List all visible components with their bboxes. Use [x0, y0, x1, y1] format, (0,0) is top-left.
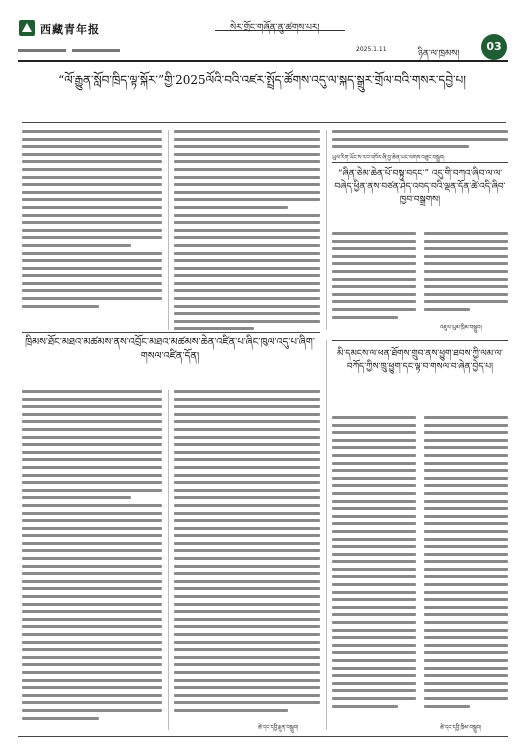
text-line	[424, 598, 508, 601]
text-line	[424, 613, 508, 616]
text-line	[22, 489, 162, 492]
article-column-1-bottom	[22, 390, 162, 724]
text-line	[424, 583, 508, 586]
page-bottom-rule	[18, 736, 508, 737]
text-line	[22, 443, 162, 446]
text-line	[424, 416, 508, 419]
text-line	[424, 591, 508, 594]
text-line	[22, 641, 162, 644]
text-line	[22, 648, 162, 651]
text-line	[332, 636, 416, 639]
text-line	[332, 515, 416, 518]
newspaper-logo-icon	[18, 19, 36, 37]
right-caption: ཡུལ་རིག་ཡོང་ས་རབ་འཁོར་ཞི་བྱ་ཆེན་ཡང་ལགས་འཐུང་བསྒྲུབ།	[332, 155, 445, 161]
right-headline-bottom-text: མི་དམངས་ལ་ཕན་ཐོགས་གྲུབ་ནས་ཕྱུག་ཐབས་ཀྱི་ལམ་ལ་བཀོད་ཀྱིས་ཁྲུ་ཕྱུག་དང་ལྟ་བ་གསལ་བ་ཞེན་བྱེད་པ།	[337, 349, 503, 372]
text-line	[22, 512, 162, 515]
masthead-subtitle	[18, 40, 128, 52]
text-line	[174, 701, 320, 704]
text-line	[332, 674, 416, 677]
text-line	[22, 565, 162, 568]
column-divider	[326, 340, 327, 730]
text-line	[22, 587, 162, 590]
text-line	[174, 327, 254, 330]
text-line	[22, 618, 162, 621]
text-line	[332, 285, 416, 288]
text-line	[174, 474, 320, 477]
article-column-3-top	[332, 130, 508, 153]
text-line	[424, 293, 508, 296]
text-line	[22, 236, 162, 239]
article-column-3-bottom-left	[332, 416, 416, 712]
text-line	[22, 474, 162, 477]
text-line	[174, 603, 320, 606]
text-line	[22, 717, 99, 720]
text-line	[332, 484, 416, 487]
text-line	[174, 183, 320, 186]
text-line	[22, 183, 162, 186]
text-line	[424, 515, 508, 518]
text-line	[424, 255, 508, 258]
text-line	[174, 130, 320, 133]
byline-right-top: འཇུལ་ཡུམ་ཁྲིམ་བསྒྲུབ།	[440, 325, 482, 331]
issue-date: 2025.1.11	[356, 46, 387, 53]
text-line	[332, 424, 416, 427]
text-line	[174, 686, 320, 689]
text-line	[174, 648, 320, 651]
text-line	[22, 580, 162, 583]
text-line	[332, 300, 416, 303]
article-column-3-bottom-right	[424, 416, 508, 712]
text-line	[174, 534, 320, 537]
section-name: ཉིན་ལ་ཁྲམས།	[418, 49, 460, 59]
text-line	[332, 477, 416, 480]
column-divider	[168, 130, 169, 330]
text-line	[332, 247, 416, 250]
text-line	[22, 451, 162, 454]
masthead	[0, 0, 520, 64]
text-line	[22, 428, 162, 431]
text-line	[174, 267, 320, 270]
text-line	[174, 145, 320, 148]
text-line	[22, 663, 162, 666]
text-line	[332, 145, 469, 148]
text-line	[332, 255, 416, 258]
masthead-title: སེར་གྲོང་གཞོན་ནུ་ཚགས་པར།	[230, 23, 320, 33]
text-line	[424, 545, 508, 548]
text-line	[174, 160, 320, 163]
text-line	[174, 320, 320, 323]
text-line	[22, 145, 162, 148]
text-line	[174, 663, 320, 666]
text-line	[424, 659, 508, 662]
text-line	[22, 390, 162, 393]
text-line	[424, 636, 508, 639]
text-line	[22, 610, 162, 613]
text-line	[174, 305, 320, 308]
text-line	[22, 297, 162, 300]
text-line	[424, 454, 508, 457]
text-line	[424, 424, 508, 427]
text-line	[424, 469, 508, 472]
column-divider	[326, 130, 327, 330]
text-line	[174, 168, 320, 171]
text-line	[424, 492, 508, 495]
text-line	[424, 530, 508, 533]
text-line	[174, 153, 320, 156]
text-line	[424, 538, 508, 541]
text-line	[174, 221, 320, 224]
main-headline	[22, 72, 502, 89]
text-line	[174, 252, 320, 255]
text-line	[332, 507, 416, 510]
text-line	[332, 682, 416, 685]
text-line	[332, 538, 416, 541]
text-line	[22, 160, 162, 163]
text-line	[174, 671, 320, 674]
text-line	[174, 229, 320, 232]
text-line	[174, 618, 320, 621]
text-line	[22, 504, 162, 507]
text-line	[174, 297, 320, 300]
text-line	[424, 278, 508, 281]
text-line	[22, 671, 162, 674]
text-line	[174, 206, 288, 209]
section-rule	[332, 340, 508, 341]
text-line	[424, 629, 508, 632]
text-line	[424, 285, 508, 288]
text-line	[424, 651, 508, 654]
text-line	[332, 651, 416, 654]
text-line	[22, 527, 162, 530]
text-line	[332, 270, 416, 273]
text-line	[174, 443, 320, 446]
text-line	[174, 398, 320, 401]
byline-column-2-bottom: ཚེ་དང་དབྱི་རྗུན་བསྒྲུབ།	[258, 725, 299, 731]
text-line	[332, 659, 416, 662]
text-line	[332, 522, 416, 525]
text-line	[332, 553, 416, 556]
text-line	[174, 656, 320, 659]
text-line	[22, 694, 162, 697]
text-line	[424, 270, 508, 273]
text-line	[174, 236, 320, 239]
text-line	[174, 198, 320, 201]
text-line	[332, 316, 398, 319]
text-line	[22, 138, 162, 141]
text-line	[22, 542, 162, 545]
text-line	[22, 679, 162, 682]
text-line	[332, 232, 416, 235]
section-rule	[332, 162, 508, 163]
text-line	[424, 439, 508, 442]
text-line	[22, 709, 162, 712]
text-line	[332, 591, 416, 594]
text-line	[174, 504, 320, 507]
text-line	[22, 603, 162, 606]
text-line	[332, 621, 416, 624]
text-line	[424, 300, 508, 303]
text-line	[22, 153, 162, 156]
text-line	[424, 232, 508, 235]
text-line	[22, 701, 162, 704]
text-line	[332, 613, 416, 616]
text-line	[22, 282, 162, 285]
text-line	[424, 446, 508, 449]
text-line	[424, 667, 508, 670]
text-line	[174, 496, 320, 499]
text-line	[22, 191, 162, 194]
text-line	[22, 549, 162, 552]
text-line	[424, 705, 470, 708]
text-line	[22, 244, 131, 247]
text-line	[22, 534, 162, 537]
text-line	[332, 629, 416, 632]
text-line	[332, 439, 416, 442]
text-line	[22, 398, 162, 401]
text-line	[174, 580, 320, 583]
text-line	[424, 575, 508, 578]
article-column-2-bottom	[174, 390, 320, 717]
text-line	[174, 587, 320, 590]
text-line	[174, 274, 320, 277]
text-line	[22, 274, 162, 277]
text-line	[174, 436, 320, 439]
text-line	[22, 656, 162, 659]
left-headline-text: ཁྲིམས་ཐོང་མཐའ་མཚམས་ནས་འབྲོང་མཐའ་མཚམས་ཆེན་འཛིན་པ་ཞིང་ཁུལ་འདུ་པ་ཞིག་གསལ་འཛིན་དོན།	[25, 337, 315, 362]
article-column-3-middle-right	[424, 232, 508, 316]
text-line	[332, 462, 416, 465]
text-line	[174, 176, 320, 179]
text-line	[174, 610, 320, 613]
text-line	[174, 428, 320, 431]
text-line	[22, 625, 162, 628]
text-line	[174, 542, 320, 545]
text-line	[174, 709, 288, 712]
text-line	[424, 308, 470, 311]
text-line	[22, 496, 131, 499]
text-line	[174, 595, 320, 598]
text-line	[22, 633, 162, 636]
text-line	[332, 575, 416, 578]
text-line	[332, 545, 416, 548]
text-line	[174, 512, 320, 515]
text-line	[332, 560, 416, 563]
text-line	[332, 469, 416, 472]
text-line	[174, 413, 320, 416]
text-line	[424, 462, 508, 465]
text-line	[22, 481, 162, 484]
byline-column-3-bottom: ཚེ་དང་དབྱི་ཁྲིམ་བསྒྲུབ།	[440, 725, 482, 731]
right-headline-top	[332, 168, 508, 207]
text-line	[22, 259, 162, 262]
text-line	[332, 416, 416, 419]
text-line	[174, 451, 320, 454]
text-line	[332, 583, 416, 586]
text-line	[22, 168, 162, 171]
text-line	[424, 247, 508, 250]
text-line	[424, 484, 508, 487]
text-line	[424, 689, 508, 692]
text-line	[22, 214, 162, 217]
text-line	[174, 282, 320, 285]
text-line	[22, 130, 162, 133]
text-line	[332, 240, 416, 243]
text-line	[174, 565, 320, 568]
text-line	[424, 477, 508, 480]
text-line	[424, 522, 508, 525]
text-line	[22, 176, 162, 179]
text-line	[174, 458, 320, 461]
text-line	[424, 568, 508, 571]
text-line	[174, 572, 320, 575]
text-line	[22, 420, 162, 423]
text-line	[174, 405, 320, 408]
text-line	[332, 705, 398, 708]
article-column-3-middle-left	[332, 232, 416, 323]
text-line	[22, 686, 162, 689]
text-line	[174, 549, 320, 552]
text-line	[424, 697, 508, 700]
text-line	[424, 240, 508, 243]
text-line	[332, 130, 508, 133]
text-line	[424, 606, 508, 609]
text-line	[174, 481, 320, 484]
text-line	[22, 436, 162, 439]
article-column-2-top	[174, 130, 320, 335]
text-line	[174, 625, 320, 628]
text-line	[174, 633, 320, 636]
text-line	[174, 466, 320, 469]
text-line	[174, 694, 320, 697]
text-line	[174, 191, 320, 194]
text-line	[174, 259, 320, 262]
text-line	[22, 198, 162, 201]
right-headline-bottom	[332, 348, 508, 374]
text-line	[332, 500, 416, 503]
left-headline	[22, 336, 318, 364]
text-line	[332, 530, 416, 533]
text-line	[424, 262, 508, 265]
text-line	[22, 305, 99, 308]
text-line	[424, 674, 508, 677]
text-line	[22, 221, 162, 224]
text-line	[424, 682, 508, 685]
text-line	[22, 252, 162, 255]
text-line	[174, 138, 320, 141]
text-line	[424, 553, 508, 556]
text-line	[332, 278, 416, 281]
text-line	[174, 557, 320, 560]
text-line	[174, 679, 320, 682]
text-line	[174, 312, 320, 315]
text-line	[332, 689, 416, 692]
text-line	[332, 568, 416, 571]
text-line	[424, 621, 508, 624]
text-line	[174, 527, 320, 530]
text-line	[22, 466, 162, 469]
text-line	[174, 244, 320, 247]
text-line	[424, 644, 508, 647]
text-line	[174, 289, 320, 292]
text-line	[424, 560, 508, 563]
text-line	[424, 500, 508, 503]
text-line	[332, 431, 416, 434]
text-line	[332, 697, 416, 700]
text-line	[22, 572, 162, 575]
text-line	[332, 644, 416, 647]
text-line	[22, 413, 162, 416]
text-line	[332, 492, 416, 495]
page-number-badge: 03	[481, 34, 507, 60]
text-line	[332, 262, 416, 265]
text-line	[22, 557, 162, 560]
text-line	[424, 507, 508, 510]
text-line	[332, 667, 416, 670]
text-line	[174, 519, 320, 522]
text-line	[22, 206, 162, 209]
text-line	[22, 289, 162, 292]
text-line	[22, 229, 162, 232]
text-line	[22, 405, 162, 408]
text-line	[174, 214, 320, 217]
text-line	[22, 458, 162, 461]
text-line	[174, 420, 320, 423]
paper-name: 西藏青年报	[40, 23, 100, 36]
masthead-rule	[18, 60, 508, 62]
article-column-1-top	[22, 130, 162, 312]
headline-rule	[22, 122, 506, 123]
masthead-title-underline	[215, 30, 345, 31]
text-line	[174, 641, 320, 644]
text-line	[22, 595, 162, 598]
text-line	[332, 598, 416, 601]
main-headline-text: “ལོ་རྒྱུན་སློབ་ཁྲིད་ལྟ་སྐོར་”གྱི་2025ལོའི་བའི་འཛར་སྤྲོད་ཚོགས་འདུ་ལ་སྐད་སྒྲུར་གྲོལ་བའི་གསར་དབྱེ་པ།	[58, 73, 466, 87]
text-line	[332, 606, 416, 609]
text-line	[332, 308, 416, 311]
right-headline-top-text: “ཞིན་ཅེམ་ཆེན་པོ་བསྟུ་བདང་” འདུ་གི་བཀའ་ཞིབ་ལ་ལ་བཞེད་ཕྱིན་ནས་བཙན་ཤེད་འབད་བའི་ལྡན་དོན་ཚེ་འདི་ཞིབ་ཁྱབ་བསྒྲགས།	[334, 169, 506, 205]
text-line	[174, 390, 320, 393]
column-divider	[168, 390, 169, 730]
text-line	[332, 138, 508, 141]
text-line	[22, 519, 162, 522]
text-line	[332, 293, 416, 296]
section-rule	[22, 332, 320, 333]
text-line	[332, 446, 416, 449]
text-line	[174, 489, 320, 492]
text-line	[22, 267, 162, 270]
text-line	[332, 454, 416, 457]
text-line	[424, 431, 508, 434]
